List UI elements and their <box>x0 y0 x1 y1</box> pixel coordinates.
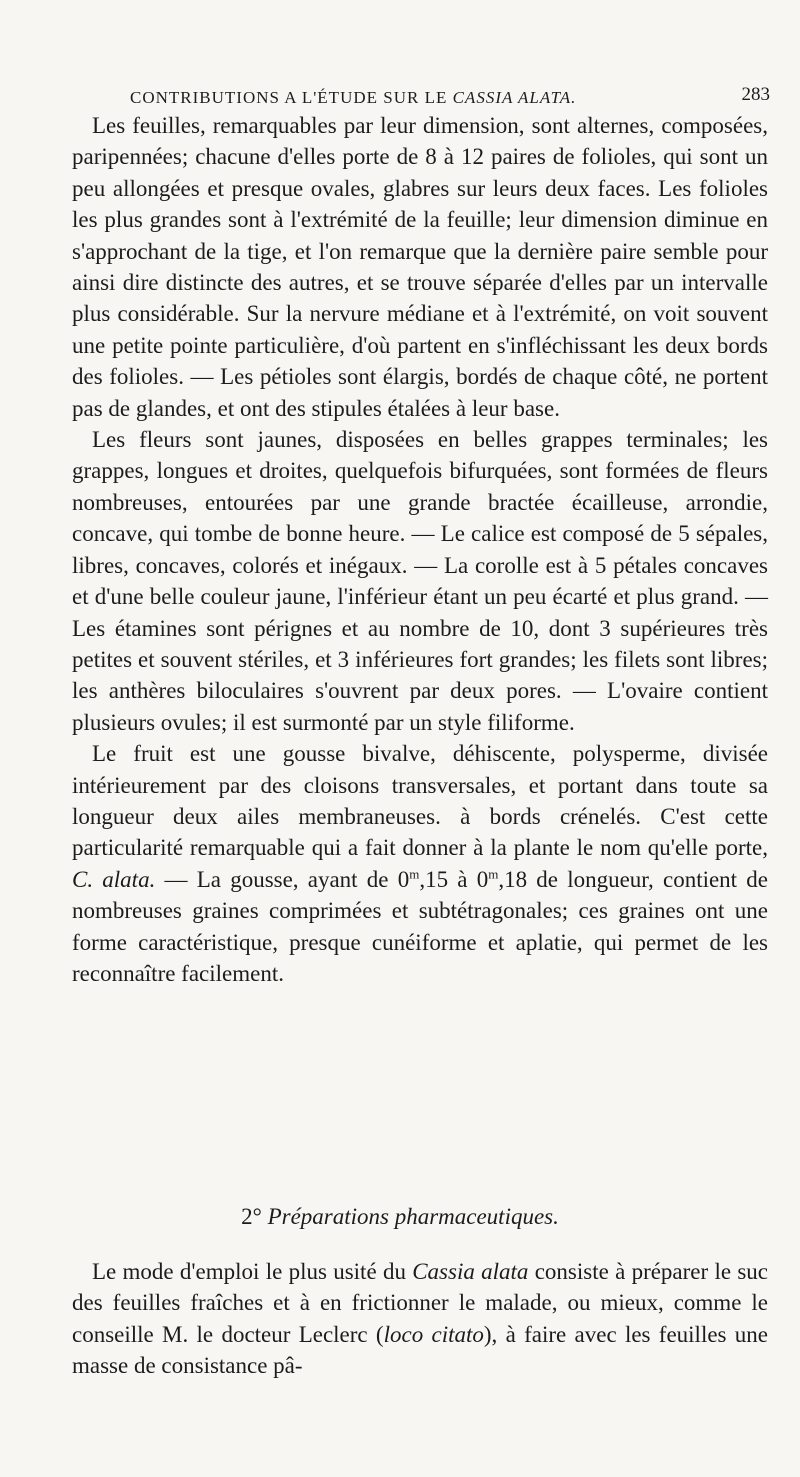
running-title: CONTRIBUTIONS A L'ÉTUDE SUR LE <box>130 88 453 107</box>
paragraph-flowers: Les fleurs sont jaunes, disposées en belles grappes terminales; les grappes, longues et droites, quelquefois bifurquées, sont formées de fleurs nombreuses, entourées par une grande bractée écailleuse, arrondie, concave, qui tombe de bonne heure. — Le calice est composé de 5 sépales, libres, concaves, colorés et inégaux. — La corolle est à 5 pétales concaves et d'une belle couleur jaune, l'inférieur étant un peu écarté et plus grand. — Les étamines sont pérignes et au nombre de 10, dont 3 supérieures très petites et souvent stériles, et 3 inférieures fort grandes; les filets sont libres; les anthères biloculaires s'ouvrent par deux pores. — L'ovaire contient plusieurs ovules; il est surmonté par un style filiforme. <box>72 427 768 735</box>
prep-text-3: ), à faire avec les feuilles une masse de consistance pâ- <box>72 1321 769 1379</box>
unit-sup-2: m <box>488 866 499 882</box>
section-title: Préparations pharmaceutiques. <box>267 1204 559 1229</box>
unit-sup-1: m <box>409 866 420 882</box>
page-number: 283 <box>741 84 770 105</box>
prep-species-name: Cassia alata <box>412 1259 529 1284</box>
prep-text-1: Le mode d'emploi le plus usité du <box>92 1259 413 1284</box>
running-title-italic: CASSIA ALATA. <box>452 88 577 107</box>
section-number: 2° <box>241 1204 262 1229</box>
section-heading <box>0 1204 800 1230</box>
prep-text-2: consiste à préparer le suc des feuilles fraîches et à en frictionner le malade, ou mieux, comme le conseille M. le docteur Leclerc ( <box>72 1259 768 1347</box>
fruit-species-name: C. alata. <box>72 866 156 892</box>
paragraph-fruit <box>72 738 768 989</box>
prep-citation: loco citato <box>383 1321 484 1347</box>
fruit-text-4: ,18 de longueur, contient de nombreuses graines comprimées et subtétragonales; ces graines ont une forme caractéristique, presque cunéiforme et aplatie, qui permet de les reconnaître facilement. <box>72 866 768 986</box>
fruit-text-3: ,15 à 0 <box>419 866 489 892</box>
fruit-text-2: — La gousse, ayant de 0 <box>155 866 410 892</box>
running-head <box>130 88 730 108</box>
fruit-text-1: Le fruit est une gousse bivalve, déhiscente, polysperme, divisée intérieurement par des cloisons transversales, et portant dans toute sa longueur deux ailes membraneuses. à bords crénelés. C'est cette particularité remarquable qui a fait donner à la plante le nom qu'elle porte, <box>72 741 768 861</box>
body-text-2 <box>72 1256 768 1382</box>
paragraph-preparation <box>72 1256 768 1382</box>
paragraph-leaves: Les feuilles, remarquables par leur dimension, sont alternes, composées, paripennées; chacune d'elles porte de 8 à 12 paires de folioles, qui sont un peu allongées et presque ovales, glabres sur leurs deux faces. Les folioles les plus grandes sont à l'extrémité de la feuille; leur dimension diminue en s'approchant de la tige, et l'on remarque que la dernière paire semble pour ainsi dire distincte des autres, et se trouve séparée d'elles par un intervalle plus considérable. Sur la nervure médiane et à l'extrémité, on voit souvent une petite pointe particulière, d'où partent en s'infléchissant les deux bords des folioles. — Les pétioles sont élargis, bordés de chaque côté, ne portent pas de glandes, et ont des stipules étalées à leur base. <box>72 113 768 421</box>
body-text <box>72 110 768 989</box>
